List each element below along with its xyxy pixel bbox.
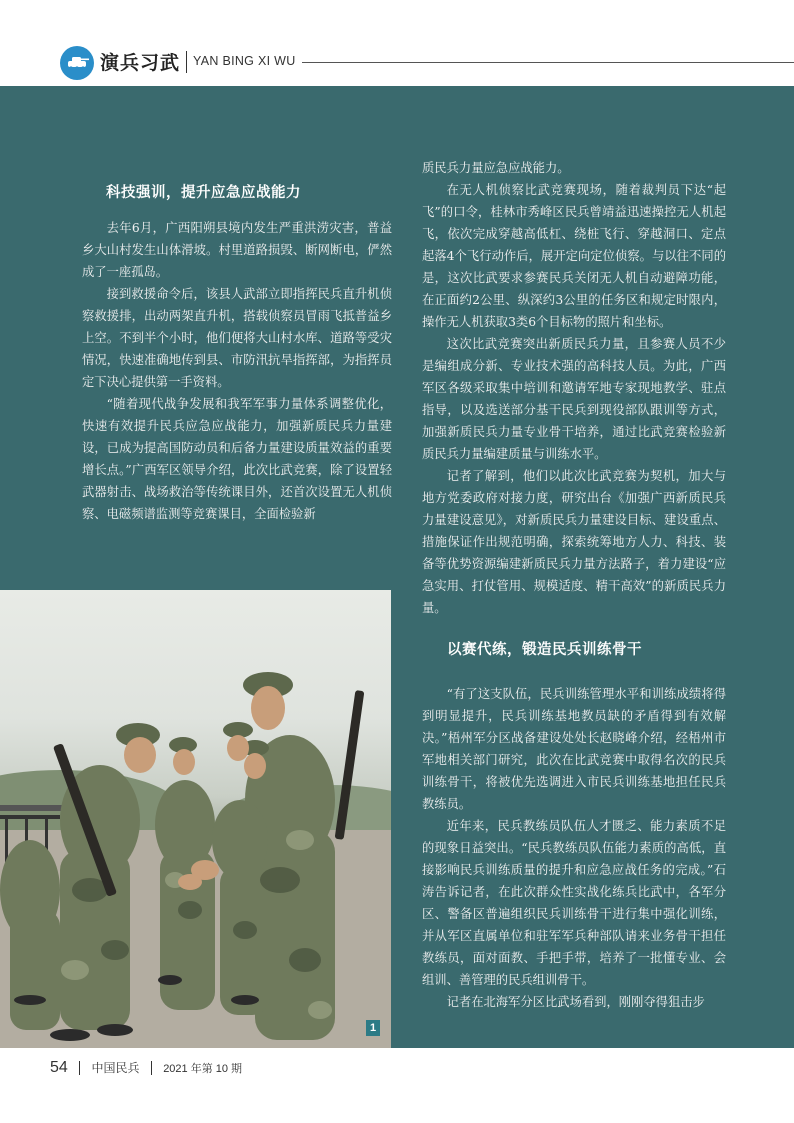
section-pinyin: YAN BING XI WU xyxy=(193,54,296,68)
paragraph: 接到救援命令后，该县人武部立即指挥民兵直升机侦察救援排，出动两架直升机，搭载侦察员冒雨飞抵普益乡上空。不到半个小时，他们便将大山村水库、道路等受灾情况，快速准确地传到县、市防汛抗旱指挥部，为指挥员定下决心提供第一手资料。 xyxy=(82,287,392,389)
page-footer xyxy=(50,1057,242,1077)
paragraph: “随着现代战争发展和我军军事力量体系调整优化，快速有效提升民兵应急应战能力，加强新质民兵力量建设，已成为提高国防动员和后备力量建设质量效益的重要增长点。”广西军区领导介绍，此次比武竞赛，除了设置轻武器射击、战场救治等传统课目外，还首次设置无人机侦察、电磁频谱监测等竞赛课目，全面检验新 xyxy=(82,397,392,521)
paragraph: “有了这支队伍，民兵训练管理水平和训练成绩将得到明显提升，民兵训练基地教员缺的矛盾得到有效解决。”梧州军分区战备建设处处长赵晓峰介绍，经梧州市军地相关部门研究，此次在比武竞赛中取得名次的民兵训练骨干，将被优先选调进入市民兵训练基地担任民兵教练员。 xyxy=(422,687,726,811)
section-heading-trainer-backbone: 以赛代练，锻造民兵训练骨干 xyxy=(447,642,642,658)
paragraph: 记者了解到，他们以此次比武竞赛为契机，加大与地方党委政府对接力度，研究出台《加强广西新质民兵力量建设意见》，对新质民兵力量建设目标、建设重点、措施保证作出规范明确，探索统筹地方人力、科技、装备等优势资源编建新质民兵力量方法路子，着力建设“应急实用、打仗管用、规模适度、精干高效”的新质民兵力量。 xyxy=(422,469,726,615)
footer-separator xyxy=(79,1061,81,1075)
page-number: 54 xyxy=(50,1058,68,1076)
header-rule xyxy=(302,62,794,63)
photo-number-badge: 1 xyxy=(366,1020,380,1036)
section-heading-tech-training: 科技强训，提升应急应战能力 xyxy=(106,185,301,201)
footer-separator xyxy=(151,1061,153,1075)
paragraph: 在无人机侦察比武竞赛现场，随着裁判员下达“起飞”的口令，桂林市秀峰区民兵曾靖益迅速操控无人机起飞，依次完成穿越高低杠、绕桩飞行、穿越洞口、定点起落4个飞行动作后，展开定向定位侦察。与以往不同的是，这次比武要求参赛民兵关闭无人机自动避障功能，在正面约2公里、纵深约3公里的任务区和规定时限内，操作无人机获取3类6个目标物的照片和坐标。 xyxy=(422,183,726,329)
issue-label: 2021 年第 10 期 xyxy=(163,1062,243,1075)
soldiers-huddle-photo xyxy=(0,590,391,1048)
paragraph: 近年来，民兵教练员队伍人才匮乏、能力素质不足的现象日益突出。“民兵教练员队伍能力素质的高低，直接影响民兵训练质量的提升和应急应战任务的完成。”石涛告诉记者，在此次群众性实战化练兵比武中，各军分区、警备区普遍组织民兵训练骨干进行集中强化训练，并从军区直属单位和驻军军兵种部队请来业务骨干担任教练员，面对面教、手把手带，培养了一批懂专业、会组训、善管理的民兵组训骨干。 xyxy=(422,819,726,987)
paragraph: 记者在北海军分区比武场看到，刚刚夺得狙击步 xyxy=(446,995,705,1009)
magazine-name: 中国民兵 xyxy=(91,1061,140,1075)
paragraph-continuation: 质民兵力量应急应战能力。 xyxy=(422,161,570,175)
paragraph: 这次比武竞赛突出新质民兵力量，且参赛人员不少是编组成分新、专业技术强的高科技人员。为此，广西军区各级采取集中培训和邀请军地专家现地教学、驻点指导，以及选送部分基干民兵到现役部队跟训等方式，加强新质民兵力量专业骨干培养，通过比武竞赛检验新质民兵力量编建质量与训练水平。 xyxy=(422,337,726,461)
article-column-right-bottom xyxy=(422,683,726,1013)
page-header xyxy=(0,0,794,86)
header-separator xyxy=(186,51,187,73)
paragraph: 去年6月，广西阳朔县境内发生严重洪涝灾害，普益乡大山村发生山体滑坡。村里道路损毁、断网断电，俨然成了一座孤岛。 xyxy=(82,221,392,279)
article-column-right-top xyxy=(422,157,726,619)
tank-logo-icon xyxy=(60,46,94,80)
section-name: 演兵习武 xyxy=(100,52,181,74)
article-column-left xyxy=(82,217,392,525)
